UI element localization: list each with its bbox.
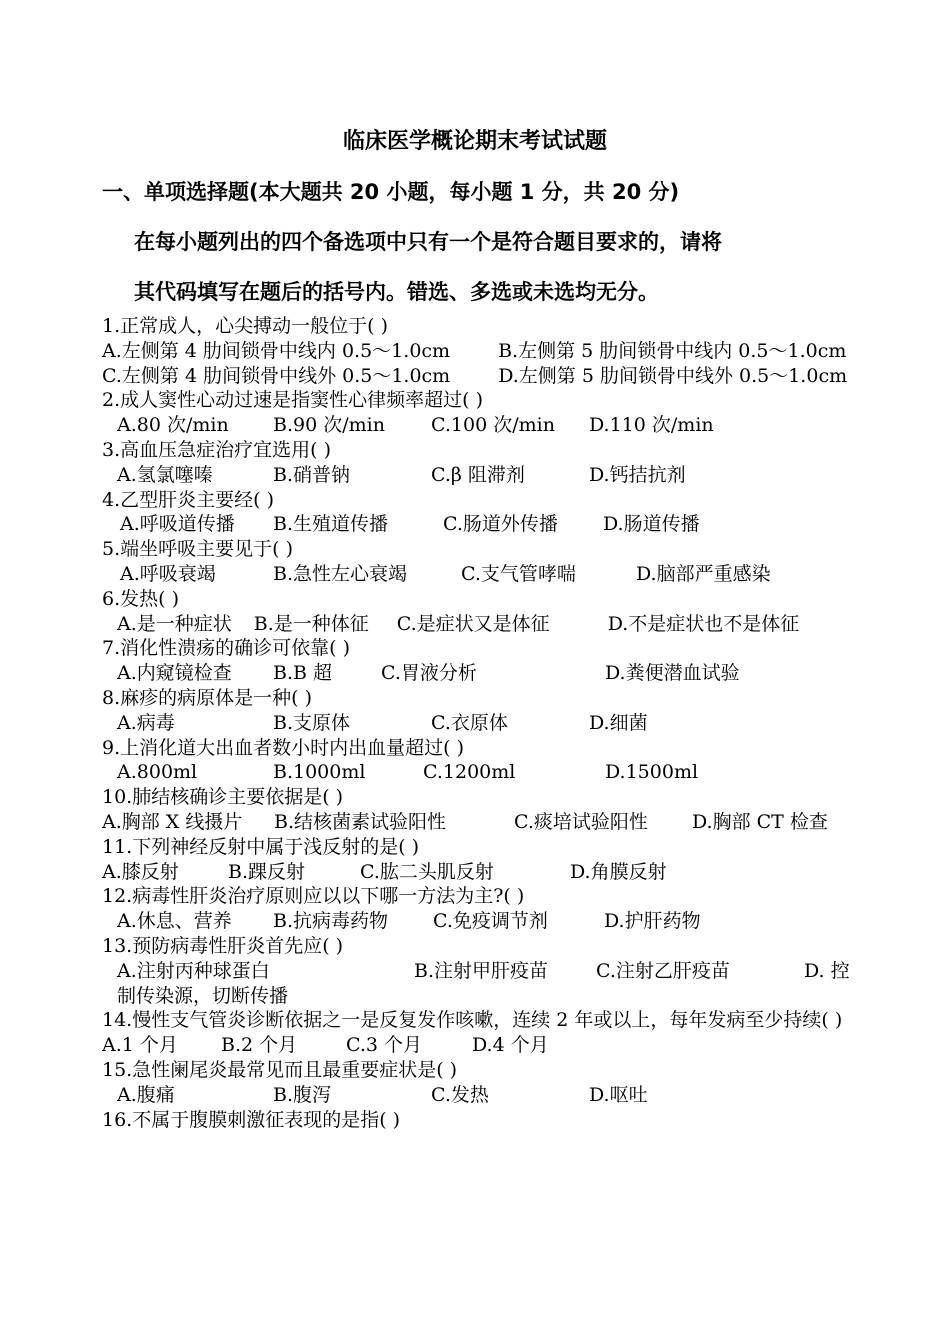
question-1-options-cd	[102, 364, 862, 389]
question-8-stem: 8.麻疹的病原体是一种( )	[102, 686, 312, 709]
question-3-option-b: B.硝普钠	[273, 463, 351, 486]
question-7-option-c: C.胃液分析	[381, 662, 477, 685]
question-8-option-b: B.支原体	[273, 711, 351, 734]
question-8-option-a: A.病毒	[117, 711, 175, 734]
question-15-option-c: C.发热	[431, 1083, 489, 1106]
question-12-option-a: A.休息、营养	[117, 910, 232, 933]
question-2-option-c: C.100 次/min	[431, 414, 555, 437]
question-1-option-d: D.左侧第 5 肋间锁骨中线外 0.5～1.0cm	[498, 364, 848, 387]
question-6-option-a: A.是一种症状	[117, 612, 232, 635]
question-list	[102, 314, 862, 1132]
question-5-option-d: D.脑部严重感染	[636, 562, 771, 585]
question-7-option-d: D.粪便潜血试验	[605, 662, 740, 685]
question-2-option-d: D.110 次/min	[589, 414, 714, 437]
question-4-option-d: D.肠道传播	[603, 513, 700, 536]
question-9-options	[102, 760, 862, 785]
question-14-option-c: C.3 个月	[346, 1034, 423, 1057]
question-9-option-d: D.1500ml	[605, 761, 699, 784]
question-5-option-b: B.急性左心衰竭	[273, 562, 408, 585]
question-14-option-b: B.2 个月	[221, 1034, 298, 1057]
question-3-options	[102, 463, 862, 488]
question-3-option-a: A.氢氯噻嗪	[117, 463, 213, 486]
question-4-options	[102, 512, 862, 537]
question-4-option-a: A.呼吸道传播	[120, 513, 235, 536]
question-9-option-b: B.1000ml	[273, 761, 366, 784]
question-5-stem: 5.端坐呼吸主要见于( )	[102, 538, 293, 561]
question-10-option-b: B.结核菌素试验阳性	[274, 810, 447, 833]
question-12-option-b: B.抗病毒药物	[273, 910, 389, 933]
question-8-option-d: D.细菌	[589, 711, 648, 734]
question-6-option-b: B.是一种体征	[253, 612, 369, 635]
question-14-options	[102, 1033, 862, 1058]
question-9-option-a: A.800ml	[117, 761, 198, 784]
instruction-line-2: 其代码填写在题后的括号内。错选、多选或未选均无分。	[134, 280, 659, 304]
question-13-option-b: B.注射甲肝疫苗	[414, 959, 549, 982]
question-15-option-a: A.腹痛	[117, 1083, 175, 1106]
question-11-option-d: D.角膜反射	[570, 860, 667, 883]
question-5-option-c: C.支气管哮喘	[461, 562, 576, 585]
question-16-stem: 16.不属于腹膜刺激征表现的是指( )	[102, 1108, 401, 1131]
question-3-option-d: D.钙拮抗剂	[589, 463, 686, 486]
question-12-option-d: D.护肝药物	[604, 910, 701, 933]
question-12-stem: 12.病毒性肝炎治疗原则应以以下哪一方法为主?( )	[102, 885, 525, 908]
question-13-option-a: A.注射丙种球蛋白	[117, 959, 270, 982]
question-8-option-c: C.衣原体	[431, 711, 508, 734]
question-14-stem: 14.慢性支气管炎诊断依据之一是反复发作咳嗽，连续 2 年或以上，每年发病至少持续( )	[102, 1009, 843, 1032]
question-11-options	[102, 860, 862, 885]
instruction-line-1: 在每小题列出的四个备选项中只有一个是符合题目要求的，请将	[134, 230, 722, 254]
question-2-options	[102, 413, 862, 438]
question-2-option-b: B.90 次/min	[273, 414, 385, 437]
section-heading: 一、单项选择题(本大题共 20 小题，每小题 1 分，共 20 分)	[102, 180, 680, 204]
question-5-option-a: A.呼吸衰竭	[120, 562, 216, 585]
page-title: 临床医学概论期末考试试题	[342, 129, 607, 154]
question-12-options	[102, 909, 862, 934]
question-11-option-b: B.踝反射	[228, 860, 306, 883]
question-1-stem: 1.正常成人，心尖搏动一般位于( )	[102, 315, 388, 337]
question-10-option-a: A.胸部 X 线摄片	[102, 810, 243, 833]
question-7-stem: 7.消化性溃疡的确诊可依靠( )	[102, 637, 350, 660]
question-7-option-b: B.B 超	[273, 662, 333, 685]
question-10-option-d: D.胸部 CT 检查	[692, 810, 828, 833]
question-2-stem: 2.成人窦性心动过速是指窦性心律频率超过( )	[102, 389, 483, 412]
question-13-option-c: C.注射乙肝疫苗	[596, 959, 730, 982]
question-10-stem: 10.肺结核确诊主要依据是( )	[102, 786, 344, 809]
question-15-stem: 15.急性阑尾炎最常见而且最重要症状是( )	[102, 1058, 458, 1081]
question-13-option-d: D. 控制传染源，切断传播	[117, 959, 850, 1007]
question-7-options	[102, 661, 862, 686]
question-13-options	[102, 959, 862, 1009]
question-1-option-c: C.左侧第 4 肋间锁骨中线外 0.5～1.0cm	[102, 364, 451, 387]
question-3-stem: 3.高血压急症治疗宜选用( )	[102, 438, 331, 461]
question-6-option-d: D.不是症状也不是体征	[607, 612, 800, 635]
question-11-option-c: C.肱二头肌反射	[360, 860, 494, 883]
question-14-option-d: D.4 个月	[472, 1034, 549, 1057]
question-3-option-c: C.β 阻滞剂	[431, 463, 525, 486]
question-2-option-a: A.80 次/min	[117, 414, 229, 437]
question-1-option-b: B.左侧第 5 肋间锁骨中线内 0.5～1.0cm	[498, 339, 847, 362]
question-4-option-c: C.肠道外传播	[443, 513, 558, 536]
question-15-option-b: B.腹泻	[273, 1083, 332, 1106]
question-9-stem: 9.上消化道大出血者数小时内出血量超过( )	[102, 736, 464, 759]
question-6-options	[102, 612, 862, 637]
question-8-options	[102, 711, 862, 736]
question-9-option-c: C.1200ml	[423, 761, 516, 784]
question-10-options	[102, 810, 862, 835]
question-10-option-c: C.痰培试验阳性	[514, 810, 648, 833]
question-15-options	[102, 1083, 862, 1108]
question-4-option-b: B.生殖道传播	[273, 513, 389, 536]
question-4-stem: 4.乙型肝炎主要经( )	[102, 488, 274, 511]
question-1-option-a: A.左侧第 4 肋间锁骨中线内 0.5～1.0cm	[102, 339, 451, 362]
question-11-stem: 11.下列神经反射中属于浅反射的是( )	[102, 835, 420, 858]
question-15-option-d: D.呕吐	[589, 1083, 648, 1106]
question-1-options-ab	[102, 339, 862, 364]
question-5-options	[102, 562, 862, 587]
question-12-option-c: C.免疫调节剂	[433, 910, 548, 933]
question-6-option-c: C.是症状又是体征	[396, 612, 550, 635]
question-7-option-a: A.内窥镜检查	[117, 662, 232, 685]
question-14-option-a: A.1 个月	[102, 1034, 178, 1057]
question-11-option-a: A.膝反射	[102, 860, 179, 883]
question-13-stem: 13.预防病毒性肝炎首先应( )	[102, 934, 344, 957]
question-6-stem: 6.发热( )	[102, 587, 179, 610]
